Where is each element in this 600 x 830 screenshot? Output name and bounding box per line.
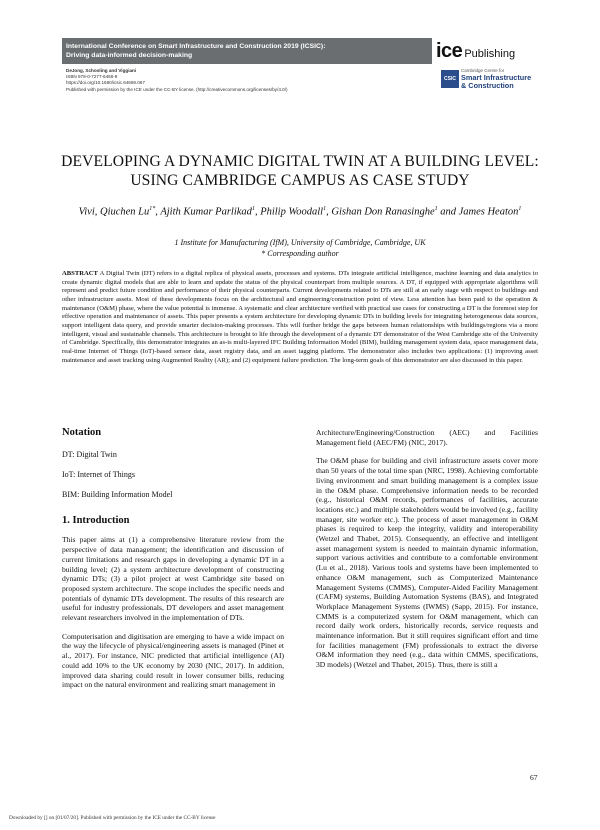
publication-meta — [66, 68, 436, 93]
right-column — [316, 428, 538, 670]
doi-link[interactable]: https://doi.org/10.1680/icsic.64669.067 — [66, 80, 145, 86]
notation-item: IoT: Internet of Things — [62, 469, 135, 479]
left-column — [62, 428, 284, 690]
conference-banner — [62, 38, 432, 64]
body-paragraph: The O&M phase for building and civil infrastructure assets cover more than 50 years of the total time span (NRC, 1998). Achieving comfortable living environment and smart building management is a complex issue in the O&M phase. Comprehensive information needs to be recorded (e.g., historical O&M records, performances of facilities, accurate locations etc.) and multiple stakeholders would be involved (e.g., facility manager, site worker etc.). The process of asset management in O&M phases is required to keep the integrity, validity and interoperability (Wetzel and Thabet, 2015). Consequently, an effective and intelligent asset management system is needed to maintain dynamic information, support various activities and contribute to a comfortable environment (Lu et al., 2018). Various tools and systems have been implemented to enhance O&M management, such as Computerized Maintenance Management Systems (CMMS), Computer-Aided Facility Management (CAFM) systems, Building Automation Systems (BAS), and Integrated Workplace Management Systems (IWMS) (Sapp, 2015). For instance, CMMS is a computerized system for O&M management, which can record daily work orders, historically records, service requests and maintenance information. But it still requires significant effort and time for facilities management (FM) professionals to extract the diverse O&M information they need (e.g., data within CMMS, specifications, 3D models) (Wetzel and Thabet, 2015). Thus, there is still a — [316, 456, 538, 670]
editors: DeJong, Schooling and Viggiani — [66, 68, 137, 73]
csic-logo: CSIC Cambridge Centre for Smart Infrastructure & Construction — [441, 68, 551, 96]
license-note: Published with permission by the ICE under the CC-BY license. (http://creativecommons.org/licenses/by/4.0/) — [66, 86, 288, 92]
abstract-label: ABSTRACT — [62, 270, 98, 277]
page-number: 67 — [530, 773, 538, 782]
affiliation-block — [60, 238, 540, 259]
introduction-heading: 1. Introduction — [62, 514, 130, 526]
abstract-text: A Digital Twin (DT) refers to a digital replica of physical assets, processes and systems. DTs integrate artificial intelligence, machine learning and data analytics to create dynamic digital models that are able to learn and update the status of the physical counterpart from multiple sources. A DT, if equipped with appropriate algorithms will represent and predict future condition and performance of their physical counterparts. Current developments related to DTs are still at an early stage with respect to buildings and other infrastructure assets. Most of these developments focus on the architectural and engineering/construction point of view. Less attention has been paid to the operation & maintenance (O&M) phase, where the value potential is immense. A systematic and clear architecture verified with practical use cases for constructing a DT is the foremost step for effective operation and maintenance of assets. This paper presents a system architecture for developing dynamic DTs in building levels for integrating heterogeneous data sources, support intelligent data query, and provide smarter decision-making processes. This will further bridge the gaps between human relationships with buildings/regions via a more intelligent, visual and sustainable channels. This architecture is brought to life through the development of a dynamic DT demonstrator of the West Cambridge site of the University of Cambridge. Specifically, this demonstrator integrates an as-is multi-layered IFC Building Information Model (BIM), building management system data, space management data, real-time Internet of Things (IoT)-based sensor data, asset registry data, and an asset tagging platform. The demonstrator also includes two applications: (1) improving asset maintenance and asset tracking using Augmented Reality (AR); and (2) equipment failure prediction. The long-term goals of this demonstrator are also discussed in this paper. — [62, 270, 538, 364]
paper-title: DEVELOPING A DYNAMIC DIGITAL TWIN AT A BUILDING LEVEL: USING CAMBRIDGE CAMPUS AS CASE STUDY — [61, 153, 539, 189]
conference-title: International Conference on Smart Infrastructure and Construction 2019 (ICSIC): — [66, 43, 326, 50]
notation-heading: Notation — [62, 427, 102, 438]
ice-publishing-logo: ice Publishing — [436, 40, 516, 62]
isbn: ISBN 978-0-7277-6466-9 — [66, 74, 118, 80]
intro-paragraph: Computerisation and digitisation are emerging to have a wide impact on the way the lifecycle of physical/engineering assets is managed (Pinet et al., 2017). For instance, NIC predicted that artificial intelligence (AI) could add 10% to the UK economy by 2030 (NIC, 2017). In addition, improved data sharing could result in lower consumer bills, reducing impact on the natural environment and realizing smart management in — [62, 631, 284, 690]
notation-item: DT: Digital Twin — [62, 449, 117, 459]
conference-subtitle: Driving data-informed decision-making — [66, 52, 193, 59]
corresponding-author: * Corresponding author — [261, 248, 339, 258]
intro-paragraph: This paper aims at (1) a comprehensive literature review from the perspective of data management; the identification and discussion of current limitations and research gaps in developing a dynamic DT in a building level; (2) a system architecture development of constructing dynamic DTs; (3) a pilot project at west Cambridge site based on proposed system architecture. The scope includes the specific needs and potentials of dynamic DTs development. The results of this research are useful for industry professionals, DT developers and asset management relevant researchers involved in the implementation of DTs. — [62, 535, 284, 623]
notation-item: BIM: Building Information Model — [62, 489, 173, 499]
author-list: Vivi, Qiuchen $Lu^{1*}$, Ajith Kumar Parlikad$^1$, Philip Woodall$^1$, Gishan Don Ranasinghe$^1$ and James Heaton$^1$ — [78, 206, 522, 218]
csic-mark-icon: CSIC — [441, 70, 459, 88]
abstract — [62, 270, 538, 365]
affiliation: 1 Institute for Manufacturing (IfM), University of Cambridge, Cambridge, UK — [174, 238, 426, 247]
download-footer: Downloaded by [] on [01/07/20]. Published with permission by the ICE under the CC-BY license — [9, 815, 216, 821]
body-paragraph: Architecture/Engineering/Construction (AEC) and Facilities Management field (AEC/FM) (NIC, 2017). — [316, 428, 538, 447]
